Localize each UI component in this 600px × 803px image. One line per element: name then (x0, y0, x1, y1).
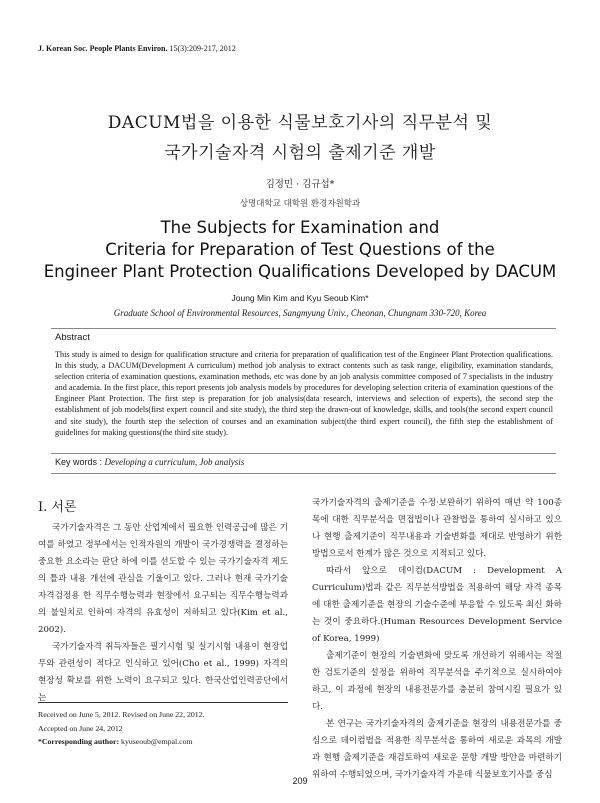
footnote-received: Received on June 5, 2012. Revised on June 22, 2012. (38, 710, 205, 719)
korean-authors: 김정민 · 김규섭* (265, 179, 335, 190)
paragraph: 출제기준이 현장의 기술변화에 맞도록 개선하기 위해서는 적절한 검토기준의 설정을 위하여 직무분석을 주기적으로 실시하여야 하고, 이 과정에 현장의 내용전문가를 충분히 참여시킬 필요가 있다. (312, 651, 562, 712)
abstract-text: This study is aimed to design for qualification structure and criteria for preparation of qualification test of the Engineer Plant Protection qualifications. In this study, a DACUM(Development A curriculum) method job analysis to extract contents such as task range, eligibility, examination standards, selection criteria of examination questions, examination methods, etc was done by an job analysis committee composed of 7 specialists in the industry and academia. In the first place, this report presents job analysis models by procedures for developing selection criteria of examination questions of the Engineer Plant Protection. The first step is preparation for job analysis(data research, interviews and selection of experts), the second step the establishment of job models(first expert council and site study), the third step the drawn-out of knowledge, skills, and tools(the second expert council and site study), the fourth step the selection of courses and an examination subject(the third expert council), the fifth step the establishment of guidelines for making questions(the third site study). (55, 350, 553, 437)
page-number: 209 (292, 776, 308, 786)
korean-title-line2: 국가기술자격 시험의 출제기준 개발 (164, 143, 436, 163)
paragraph: 국가기술자격의 출제기준을 수정·보완하기 위하여 매년 약 100종목에 대한 직무분석을 면접법이나 관찰법을 통하여 실시하고 있으나 현행 출제기준이 직무내용과 기술변화를 제대로 반영하기 위한 방법으로서 한계가 많은 것으로 지적되고 있다. (312, 498, 562, 559)
right-column (312, 495, 562, 784)
english-title-line2: Criteria for Preparation of Test Questions of the (105, 240, 495, 259)
journal-citation (38, 44, 236, 53)
paragraph: 국가기술자격은 그 동안 산업계에서 필요한 인력공급에 많은 기여를 하였고 정부에서는 인적자원의 개발이 국가경쟁력을 결정하는 중요한 요소라는 판단 하에 이를 선도할 수 있는 국가기술자격 제도의 틀과 내용 개선에 관심을 기울이고 있다. 그러나 현재 국가기술자격검정용 한 직무수행능력과 현장에서 요구되는 직무수행능력과의 불일치로 인하여 자격의 유효성이 저하되고 있다(Kim et al., 2002). (38, 523, 288, 635)
keywords-label: Key words : (55, 457, 103, 467)
korean-title-line1: DACUM법을 이용한 식물보호기사의 직무분석 및 (107, 113, 493, 133)
footnote-corresponding (38, 737, 298, 746)
english-title-line1: The Subjects for Examination and (160, 218, 440, 237)
keywords-bottom-rule (51, 473, 556, 474)
section-heading-introduction: Ⅰ. 서론 (38, 500, 77, 515)
paragraph: 따라서 앞으로 데이컴(DACUM : Development A Curriculum)법과 같은 직무분석방법을 적용하여 해당 자격 종목에 대한 출제기준을 현장의 기술수준에 부응할 수 있도록 최신 화하는 것이 중요하다.(Human Resources Development Service of Korea, 1999) (312, 566, 562, 644)
paragraph: 국가기술자격 취득자들은 필기시험 및 실기시험 내용이 현장업무와 관련성이 적다고 인식하고 있어(Cho et al., 1999) 자격의 현장성 확보를 위한 노력이 요구되고 있다. 한국산업인력공단에서는 (38, 642, 288, 703)
left-column (38, 520, 288, 707)
keywords-top-rule (51, 453, 556, 454)
keywords-text: Developing a curriculum, Job analysis (104, 457, 245, 467)
footnote-accepted: Accepted on June 24, 2012 (38, 724, 123, 733)
abstract-heading: Abstract (55, 332, 90, 343)
corresponding-email[interactable]: kyuseoub@empal.com (121, 737, 193, 746)
journal-name: J. Korean Soc. People Plants Environ. (38, 44, 168, 53)
corresponding-label: *Corresponding author: (38, 737, 120, 746)
journal-volume: 15(3):209-217, 2012 (169, 44, 236, 53)
keywords (55, 457, 244, 467)
english-affiliation: Graduate School of Environmental Resources, Sangmyung Univ., Cheonan, Chungnam 330-720, Korea (113, 308, 487, 318)
footnote-rule (38, 702, 288, 703)
english-title-line3: Engineer Plant Protection Qualifications Developed by DACUM (43, 262, 557, 281)
paragraph: 본 연구는 국가기술자격의 출제기준을 현장의 내용전문가를 중심으로 데이컴법을 적용한 직무분석을 통하여 새로운 과목의 개발과 현행 출제기준을 재검토하여 새로운 문항 개발 방안을 마련하기 위하여 수행되었으며, 국가기술자격 가운데 식물보호기사를 중심 (312, 719, 562, 780)
english-authors: Joung Min Kim and Kyu Seoub Kim* (231, 293, 369, 303)
korean-affiliation: 상명대학교 대학원 환경자원학과 (239, 199, 361, 209)
